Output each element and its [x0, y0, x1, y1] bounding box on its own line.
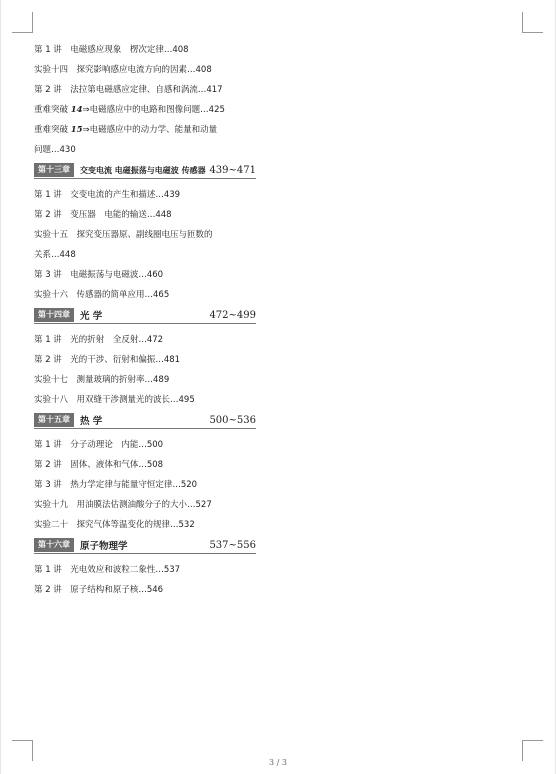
toc-entry[interactable]: 实验十九 用油膜法估测油酸分子的大小…527: [34, 500, 212, 510]
toc-entry[interactable]: 实验十四 探究影响感应电流方向的因素…408: [34, 65, 212, 75]
chapter-header[interactable]: [34, 412, 256, 429]
table-of-contents: [34, 40, 256, 600]
toc-entry[interactable]: 第 2 讲 光的干涉、衍射和偏振…481: [34, 355, 181, 365]
toc-entry[interactable]: 第 2 讲 固体、液体和气体…508: [34, 460, 164, 470]
toc-entry[interactable]: 实验十八 用双缝干涉测量光的波长…495: [34, 395, 195, 405]
toc-entry[interactable]: 第 2 讲 原子结构和原子核…546: [34, 585, 164, 595]
page-number: 3 / 3: [269, 758, 287, 767]
chapter-page-range: 472~499: [209, 309, 256, 321]
chapter-badge: 第十三章: [34, 163, 74, 177]
toc-entry[interactable]: 关系…448: [34, 250, 76, 260]
toc-entry[interactable]: 第 2 讲 法拉第电磁感应定律、自感和涡流…417: [34, 85, 223, 95]
chapter-badge: 第十四章: [34, 308, 74, 322]
chapter-page-range: 439~471: [209, 164, 256, 176]
chapter-header[interactable]: [34, 162, 256, 179]
chapter-title: 交变电流 电磁振荡与电磁波 传感器: [80, 164, 206, 175]
toc-entry[interactable]: 第 1 讲 分子动理论 内能…500: [34, 440, 164, 450]
toc-entry[interactable]: 第 1 讲 电磁感应现象 楞次定律…408: [34, 45, 189, 55]
toc-entry[interactable]: 问题…430: [34, 145, 76, 155]
chapter-page-range: 500~536: [209, 414, 256, 426]
chapter-header[interactable]: [34, 537, 256, 554]
toc-entry[interactable]: 第 2 讲 变压器 电能的输送…448: [34, 210, 172, 220]
chapter-title: 热 学: [80, 416, 103, 427]
chapter-header[interactable]: [34, 307, 256, 324]
chapter-title: 原子物理学: [80, 541, 128, 552]
crop-mark-top-right: [522, 12, 543, 33]
toc-entry[interactable]: 第 1 讲 交变电流的产生和描述…439: [34, 190, 181, 200]
page-edge-left: [0, 0, 1, 774]
toc-entry[interactable]: 第 1 讲 光的折射 全反射…472: [34, 335, 164, 345]
toc-entry[interactable]: 实验二十 探究气体等温变化的规律…532: [34, 520, 195, 530]
toc-entry[interactable]: 实验十六 传感器的简单应用…465: [34, 290, 170, 300]
chapter-title: 光 学: [80, 311, 103, 322]
toc-entry[interactable]: 重难突破 14⇒电磁感应中的电路和图像问题…425: [34, 105, 225, 115]
chapter-badge: 第十六章: [34, 538, 74, 552]
toc-entry[interactable]: 重难突破 15⇒电磁感应中的动力学、能量和动量: [34, 125, 218, 135]
chapter-badge: 第十五章: [34, 413, 74, 427]
toc-entry[interactable]: 第 3 讲 电磁振荡与电磁波…460: [34, 270, 164, 280]
toc-entry[interactable]: 实验十五 探究变压器原、副线圈电压与匝数的: [34, 230, 213, 240]
chapter-page-range: 537~556: [209, 539, 256, 551]
toc-entry[interactable]: 实验十七 测量玻璃的折射率…489: [34, 375, 170, 385]
pre-entries: [34, 40, 256, 160]
toc-entry[interactable]: 第 3 讲 热力学定律与能量守恒定律…520: [34, 480, 198, 490]
crop-mark-top-left: [12, 12, 33, 33]
toc-entry[interactable]: 第 1 讲 光电效应和波粒二象性…537: [34, 565, 181, 575]
